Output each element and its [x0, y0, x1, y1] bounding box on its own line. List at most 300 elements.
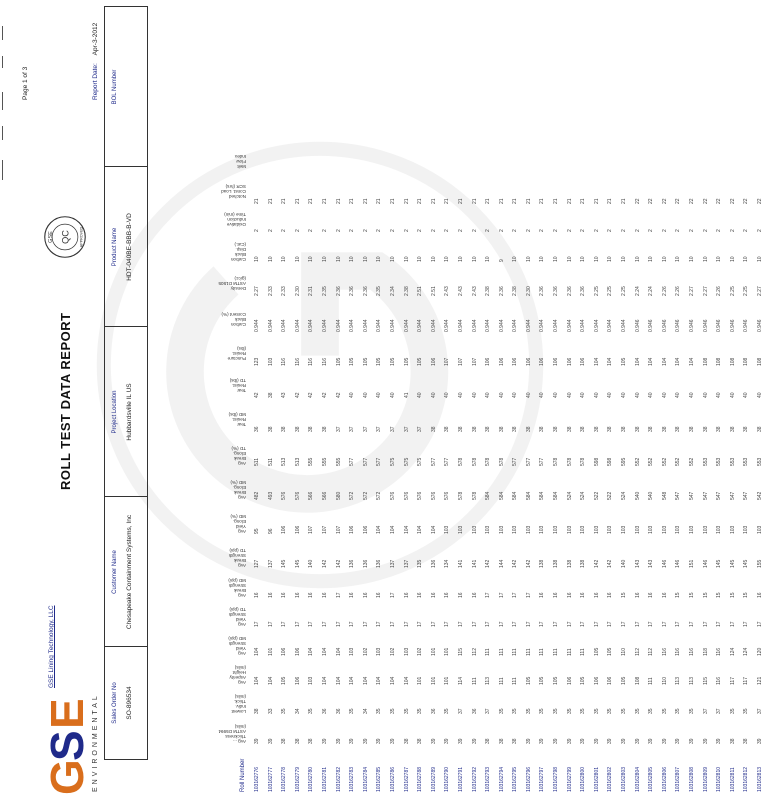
table-cell: 22: [661, 198, 668, 204]
table-cell: 103: [729, 525, 736, 534]
table-cell: 16: [308, 592, 315, 598]
table-cell: 137: [403, 559, 410, 568]
table-cell: 2: [702, 229, 709, 232]
column-header: [150, 576, 248, 598]
table-cell: 39: [661, 738, 668, 744]
table-cell: 42: [294, 392, 301, 398]
table-cell: 103: [607, 525, 614, 534]
table-cell: 111: [485, 648, 492, 656]
table-row: [349, 12, 363, 792]
table-cell: 39: [362, 738, 369, 744]
table-cell: 584: [539, 491, 546, 500]
table-cell: 105: [580, 676, 587, 685]
table-cell: 16: [580, 592, 587, 598]
table-cell: 2: [729, 229, 736, 232]
table-cell: 120: [756, 647, 763, 656]
column-header-text: Avg Break Strength MD (ppi): [228, 578, 246, 598]
table-cell: 22: [729, 198, 736, 204]
table-cell: 103: [593, 525, 600, 534]
table-cell: 0.944: [267, 319, 274, 332]
table-cell: 17: [566, 621, 573, 627]
table-cell: 40: [444, 392, 451, 398]
table-cell: 38: [457, 426, 464, 432]
table-cell: 21: [457, 198, 464, 204]
table-cell: 17: [417, 621, 424, 627]
table-cell: 103: [349, 647, 356, 656]
table-cell: 111: [648, 677, 655, 685]
table-cell: 0.944: [417, 319, 424, 332]
column-header-text: Avg Yield Strength TD (ppi): [228, 607, 246, 627]
table-cell: 104: [403, 525, 410, 534]
table-cell: 540: [634, 491, 641, 500]
table-cell: 105: [335, 357, 342, 366]
table-cell: 143: [648, 559, 655, 568]
table-cell: 10: [580, 256, 587, 262]
table-cell: 35: [593, 708, 600, 714]
table-cell: 38: [689, 426, 695, 432]
table-cell: 142: [607, 559, 614, 568]
table-cell: 135: [417, 559, 424, 568]
roll-number-cell: 103162794: [498, 766, 505, 792]
table-cell: 21: [389, 198, 396, 204]
table-cell: 17: [389, 592, 396, 598]
table-cell: 10: [566, 256, 573, 262]
table-cell: 22: [702, 198, 709, 204]
table-cell: 2.33: [267, 286, 274, 296]
table-cell: 38: [321, 426, 328, 432]
table-cell: 103: [634, 525, 641, 534]
table-cell: 101: [444, 676, 451, 685]
table-cell: 553: [743, 457, 750, 466]
bol-number-cell: [105, 7, 147, 167]
table-cell: 2.38: [512, 286, 519, 296]
table-cell: 2.36: [553, 286, 560, 296]
table-cell: 511: [254, 458, 260, 466]
column-header-text: Carbon Black Disp. (Cat.): [230, 242, 246, 262]
column-headers: [150, 8, 248, 760]
table-cell: 38: [580, 426, 587, 432]
table-cell: 17: [485, 621, 492, 627]
table-cell: 104: [648, 357, 655, 366]
table-cell: 106: [566, 357, 573, 366]
table-cell: 0.944: [321, 319, 328, 332]
table-cell: 15: [689, 592, 695, 598]
table-cell: 2.35: [376, 286, 383, 296]
roll-number-cell: 103162778: [281, 766, 288, 792]
table-cell: 0.946: [756, 319, 763, 332]
customer-label: Customer Name: [112, 550, 118, 594]
roll-number-cell: 103162784: [362, 766, 369, 792]
table-cell: 38: [756, 426, 763, 432]
table-cell: 576: [430, 491, 437, 500]
table-cell: 39: [457, 738, 464, 744]
table-cell: 105: [525, 676, 532, 685]
table-cell: 0.944: [539, 319, 546, 332]
table-cell: 117: [729, 677, 736, 685]
table-cell: 584: [553, 491, 560, 500]
table-cell: 40: [566, 392, 573, 398]
table-cell: 513: [281, 457, 288, 466]
table-cell: 116: [281, 358, 288, 366]
table-cell: 16: [634, 592, 641, 598]
table-cell: 17: [675, 621, 682, 627]
table-cell: 38: [702, 426, 709, 432]
roll-number-cell: 103162788: [417, 766, 424, 792]
table-cell: 102: [362, 647, 369, 656]
table-cell: 0.944: [376, 319, 383, 332]
table-cell: 40: [553, 392, 560, 398]
table-cell: 116: [675, 648, 682, 656]
table-cell: 21: [485, 198, 492, 204]
table-cell: 105: [553, 676, 560, 685]
table-cell: 40: [498, 392, 505, 398]
company-name: GSE Lining Technology, LLC: [48, 605, 55, 688]
table-cell: 146: [702, 559, 709, 568]
column-header: [150, 444, 248, 466]
table-cell: 522: [593, 491, 600, 500]
table-cell: 102: [389, 647, 396, 656]
table-cell: 2: [593, 229, 600, 232]
table-cell: 123: [254, 357, 260, 366]
table-cell: 140: [308, 559, 315, 568]
table-cell: 2: [349, 229, 356, 232]
table-cell: 38: [498, 738, 505, 744]
table-cell: 107: [444, 357, 451, 366]
table-row: [553, 12, 567, 792]
table-cell: 39: [648, 738, 655, 744]
table-cell: 42: [321, 392, 328, 398]
table-cell: 0.946: [743, 319, 750, 332]
table-cell: 22: [648, 198, 655, 204]
table-cell: 104: [675, 357, 682, 366]
table-cell: 104: [593, 357, 600, 366]
table-cell: 21: [593, 198, 600, 204]
table-cell: 105: [539, 676, 546, 685]
table-cell: 38: [308, 738, 315, 744]
table-row: [404, 12, 418, 792]
table-cell: 40: [457, 392, 464, 398]
table-cell: 40: [702, 392, 709, 398]
table-cell: 572: [362, 491, 369, 500]
table-cell: 114: [457, 677, 464, 685]
roll-number-cell: 103162787: [403, 766, 410, 792]
table-cell: 107: [457, 357, 464, 366]
table-cell: 17: [308, 621, 315, 627]
table-cell: 39: [376, 738, 383, 744]
table-cell: 2: [254, 229, 260, 232]
table-cell: 106: [525, 357, 532, 366]
table-cell: 105: [349, 357, 356, 366]
table-cell: 96: [267, 528, 274, 534]
table-cell: 17: [254, 621, 260, 627]
table-cell: 37: [389, 426, 396, 432]
table-cell: 34: [294, 708, 301, 714]
table-row: [363, 12, 377, 792]
table-cell: 15: [729, 592, 736, 598]
table-cell: 10: [267, 256, 274, 262]
table-cell: 2: [566, 229, 573, 232]
table-cell: 35: [621, 708, 628, 714]
table-cell: 113: [485, 677, 492, 685]
roll-number-cell: 103162812: [743, 766, 750, 792]
table-cell: 103: [539, 525, 546, 534]
table-cell: 15: [675, 592, 682, 598]
table-cell: 106: [580, 357, 587, 366]
table-cell: 117: [743, 677, 750, 685]
table-cell: 576: [444, 491, 451, 500]
sales-order-label: Sales Order No: [112, 682, 118, 724]
table-cell: 124: [743, 647, 750, 656]
table-cell: 0.944: [335, 319, 342, 332]
table-cell: 2: [281, 229, 288, 232]
table-cell: 17: [389, 621, 396, 627]
table-cell: 39: [689, 738, 695, 744]
table-cell: 35: [539, 708, 546, 714]
table-cell: 17: [743, 621, 750, 627]
table-cell: 107: [471, 357, 478, 366]
table-cell: 2.24: [634, 286, 641, 296]
table-cell: 36: [471, 708, 478, 714]
table-cell: 36: [321, 708, 328, 714]
table-cell: 39: [525, 738, 532, 744]
table-cell: 40: [675, 392, 682, 398]
table-cell: 40: [485, 392, 492, 398]
table-cell: 17: [621, 621, 628, 627]
table-cell: 2.35: [321, 286, 328, 296]
table-cell: 542: [756, 491, 763, 500]
table-cell: 2: [294, 229, 301, 232]
table-cell: 113: [675, 677, 682, 685]
table-cell: 38: [566, 426, 573, 432]
table-cell: 41: [403, 392, 410, 398]
table-cell: 2: [512, 229, 519, 232]
table-cell: 2.30: [525, 286, 532, 296]
table-cell: 22: [756, 198, 763, 204]
table-cell: 2: [607, 229, 614, 232]
table-cell: 116: [308, 358, 315, 366]
seal-top: GSE: [48, 231, 55, 243]
table-cell: 10: [621, 256, 628, 262]
table-cell: 10: [457, 256, 464, 262]
column-header: [150, 634, 248, 656]
table-cell: 38: [267, 392, 274, 398]
table-cell: 39: [349, 738, 356, 744]
table-cell: 10: [281, 256, 288, 262]
table-cell: 108: [756, 357, 763, 366]
table-cell: 2.25: [607, 286, 614, 296]
table-cell: 39: [756, 738, 763, 744]
table-cell: 16: [349, 592, 356, 598]
top-dashes: [2, 5, 8, 180]
table-cell: 2.27: [702, 286, 709, 296]
table-cell: 0.944: [349, 319, 356, 332]
table-cell: 2.51: [417, 286, 424, 296]
table-cell: 0.946: [702, 319, 709, 332]
table-cell: 575: [403, 457, 410, 466]
table-cell: 547: [689, 491, 695, 500]
table-cell: 37: [756, 708, 763, 714]
table-cell: 142: [525, 559, 532, 568]
table-cell: 17: [648, 621, 655, 627]
table-cell: 103: [444, 525, 451, 534]
table-cell: 21: [294, 198, 301, 204]
table-cell: 482: [254, 491, 260, 500]
table-cell: 16: [539, 592, 546, 598]
table-cell: 35: [580, 708, 587, 714]
table-cell: 21: [362, 198, 369, 204]
table-cell: 2.26: [675, 286, 682, 296]
table-cell: 2: [389, 229, 396, 232]
table-cell: 0.944: [444, 319, 451, 332]
table-cell: 35: [308, 708, 315, 714]
table-cell: 38: [743, 738, 750, 744]
table-cell: 0.944: [294, 319, 301, 332]
table-cell: 103: [553, 525, 560, 534]
table-cell: 2.43: [457, 286, 464, 296]
table-cell: 2.36: [349, 286, 356, 296]
table-cell: 16: [648, 592, 655, 598]
table-cell: 103: [457, 525, 464, 534]
table-cell: 0.944: [621, 319, 628, 332]
table-cell: 0.944: [485, 319, 492, 332]
table-cell: 37: [403, 426, 410, 432]
table-cell: 15: [702, 592, 709, 598]
table-cell: 10: [689, 256, 695, 262]
table-cell: 105: [607, 647, 614, 656]
table-cell: 9: [498, 259, 505, 262]
table-cell: 10: [756, 256, 763, 262]
seal-bottom: APPROVED: [79, 226, 84, 248]
table-cell: 547: [675, 491, 682, 500]
table-cell: 39: [254, 738, 260, 744]
table-cell: 37: [349, 426, 356, 432]
table-cell: 16: [254, 592, 260, 598]
table-cell: 138: [566, 559, 573, 568]
table-cell: 0.944: [389, 319, 396, 332]
roll-number-cell: 103162795: [512, 766, 519, 792]
table-cell: 111: [498, 648, 505, 656]
table-row: [730, 12, 744, 792]
table-cell: 524: [621, 491, 628, 500]
column-header: [150, 692, 248, 714]
column-header-text: Lowest Indiv. Thick. (mils): [231, 694, 246, 714]
table-cell: 578: [498, 457, 505, 466]
column-header: [150, 663, 248, 685]
table-cell: 553: [729, 457, 736, 466]
table-cell: 146: [675, 559, 682, 568]
table-cell: 10: [729, 256, 736, 262]
table-cell: 115: [702, 677, 709, 685]
table-cell: 2.31: [308, 286, 315, 296]
table-cell: 21: [254, 198, 260, 204]
table-cell: 0.944: [403, 319, 410, 332]
table-cell: 548: [661, 491, 668, 500]
table-cell: 40: [689, 392, 695, 398]
table-cell: 103: [661, 525, 668, 534]
table-cell: 40: [716, 392, 723, 398]
table-cell: 136: [430, 559, 437, 568]
table-cell: 21: [444, 198, 451, 204]
table-cell: 35: [525, 708, 532, 714]
roll-number-cell: 103162796: [525, 766, 532, 792]
table-cell: 584: [512, 491, 519, 500]
table-cell: 2.26: [716, 286, 723, 296]
table-cell: 16: [756, 592, 763, 598]
table-cell: 105: [403, 357, 410, 366]
column-header-text: Avg Yield Elong. MD (%): [230, 514, 246, 534]
table-row: [757, 12, 771, 792]
table-cell: 35: [498, 708, 505, 714]
table-cell: 103: [498, 525, 505, 534]
column-header: [150, 182, 248, 204]
table-cell: 2: [525, 229, 532, 232]
sales-order-value: SO-896534: [126, 686, 133, 720]
table-cell: 38: [621, 426, 628, 432]
table-cell: 40: [376, 392, 383, 398]
roll-number-cell: 103162790: [444, 766, 451, 792]
table-cell: 40: [580, 392, 587, 398]
table-cell: 553: [702, 457, 709, 466]
table-cell: 16: [403, 592, 410, 598]
table-cell: 21: [376, 198, 383, 204]
table-cell: 111: [512, 677, 519, 685]
roll-number-cell: 103162783: [349, 766, 356, 792]
table-cell: 578: [566, 457, 573, 466]
table-cell: 146: [661, 559, 668, 568]
table-cell: 111: [553, 648, 560, 656]
table-row: [648, 12, 662, 792]
roll-number-cell: 103162780: [308, 766, 315, 792]
table-cell: 2.25: [621, 286, 628, 296]
table-cell: 40: [661, 392, 668, 398]
table-cell: 103: [756, 525, 763, 534]
table-cell: 35: [512, 708, 519, 714]
table-cell: 104: [389, 525, 396, 534]
table-cell: 10: [512, 256, 519, 262]
table-cell: 10: [702, 256, 709, 262]
table-cell: 40: [729, 392, 736, 398]
sales-order-cell: [105, 646, 147, 759]
table-cell: 10: [444, 256, 451, 262]
table-cell: 110: [661, 677, 668, 685]
table-cell: 39: [267, 738, 274, 744]
table-row: [336, 12, 350, 792]
table-row: [594, 12, 608, 792]
roll-number-cell: 103162813: [756, 766, 763, 792]
table-row: [703, 12, 717, 792]
table-cell: 106: [281, 647, 288, 656]
table-cell: 17: [267, 621, 274, 627]
table-cell: 35: [729, 708, 736, 714]
table-row: [689, 12, 703, 792]
table-cell: 39: [593, 738, 600, 744]
table-cell: 21: [580, 198, 587, 204]
table-cell: 138: [553, 559, 560, 568]
table-row: [512, 12, 526, 792]
table-cell: 17: [634, 621, 641, 627]
table-cell: 108: [634, 676, 641, 685]
table-cell: 578: [485, 457, 492, 466]
table-row: [444, 12, 458, 792]
table-cell: 35: [349, 708, 356, 714]
column-header: [150, 478, 248, 500]
table-cell: 10: [675, 256, 682, 262]
table-cell: 21: [308, 198, 315, 204]
table-cell: 38: [675, 426, 682, 432]
table-cell: 21: [498, 198, 505, 204]
table-cell: 116: [661, 648, 668, 656]
table-cell: 16: [281, 592, 288, 598]
